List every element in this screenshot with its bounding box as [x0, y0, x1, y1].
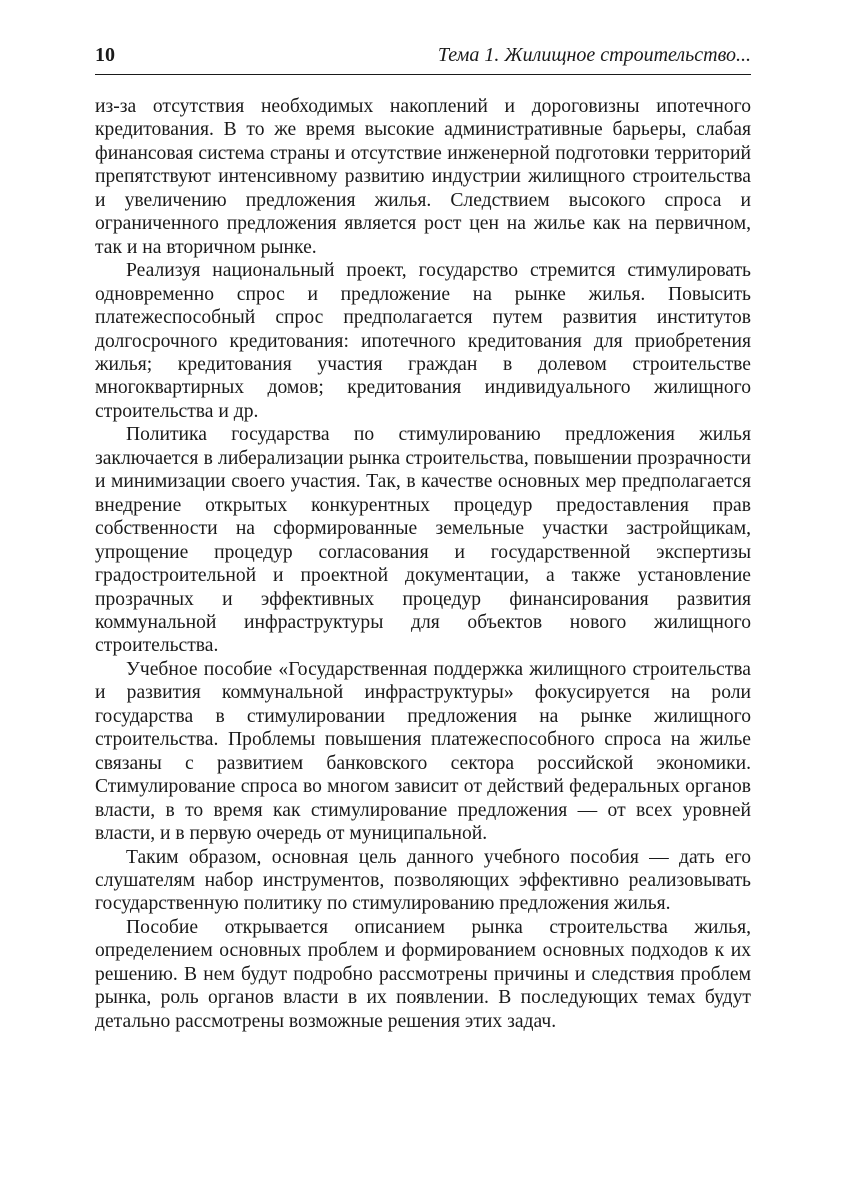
chapter-title: Тема 1. Жилищное строительство... [437, 44, 751, 66]
paragraph: Реализуя национальный проект, государство стремится стимулировать одновременно спрос и предложение на рынке жилья. Повысить платежеспособный спрос предполагается путем развития институтов долгосрочного кредитования: ипотечного кредитования для приобретения жилья; кредитования участия граждан в долевом строительстве многоквартирных домов; кредитования индивидуального жилищного строительства и др. [95, 260, 751, 422]
paragraph: Таким образом, основная цель данного учебного пособия — дать его слушателям набор инструментов, позволяющих эффективно реализовывать государственную политику по стимулированию предложения жилья. [95, 846, 751, 915]
paragraph: Политика государства по стимулированию предложения жилья заключается в либерализации рынка строительства, повышении прозрачности и минимизации своего участия. Так, в качестве основных мер предполагается внедрение открытых конкурентных процедур предоставления прав собственности на сформированные земельные участки застройщикам, упрощение процедур согласования и государственной экспертизы градостроительной и проектной документации, а также установление прозрачных и эффективных процедур финансирования развития коммунальной инфраструктуры для объектов нового жилищного строительства. [95, 424, 751, 657]
book-page [95, 44, 751, 1033]
page-number: 10 [95, 44, 115, 66]
paragraph: Пособие открывается описанием рынка строительства жилья, определением основных проблем и формированием основных подходов к их решению. В нем будут подробно рассмотрены причины и следствия проблем рынка, роль органов власти в их появлении. В последующих темах будут детально рассмотрены возможные решения этих задач. [95, 916, 751, 1032]
body-text [95, 95, 751, 1033]
running-header [95, 44, 751, 75]
paragraph: из-за отсутствия необходимых накоплений и дороговизны ипотечного кредитования. В то же время высокие административные барьеры, слабая финансовая система страны и отсутствие инженерной подготовки территорий препятствуют интенсивному развитию индустрии жилищного строительства и увеличению предложения жилья. Следствием высокого спроса и ограниченного предложения является рост цен на жилье как на первичном, так и на вторичном рынке. [95, 96, 751, 258]
paragraph: Учебное пособие «Государственная поддержка жилищного строительства и развития коммунальной инфраструктуры» фокусируется на роли государства в стимулировании предложения на рынке жилищного строительства. Проблемы повышения платежеспособного спроса на жилье связаны с развитием банковского сектора российской экономики. Стимулирование спроса во многом зависит от действий федеральных органов власти, в то время как стимулирование предложения — от всех уровней власти, и в первую очередь от муниципальной. [95, 658, 751, 845]
